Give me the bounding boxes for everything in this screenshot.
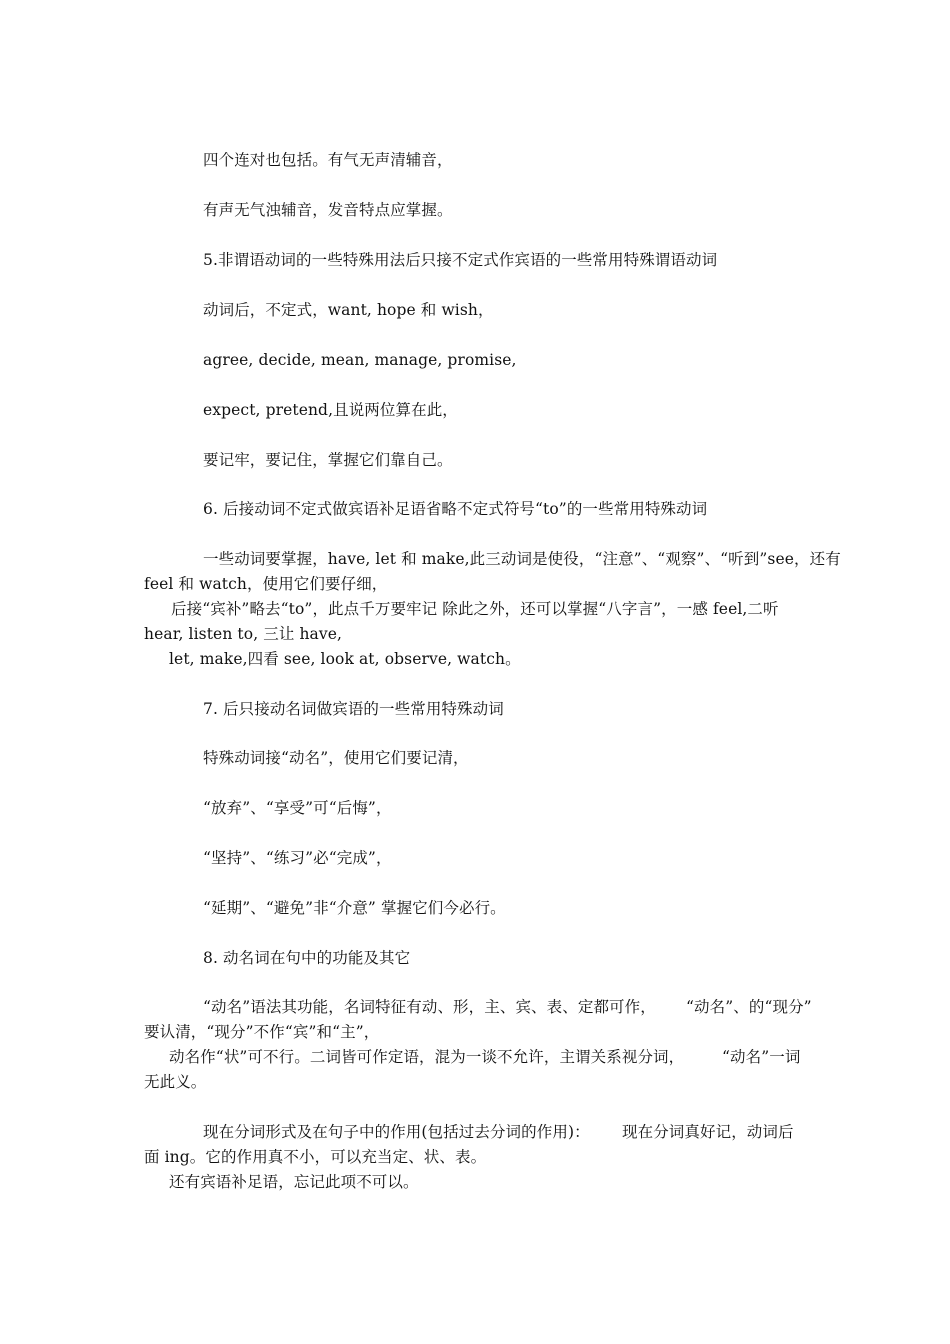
text-line: agree, decide, mean, manage, promise,	[203, 351, 517, 369]
section-heading: 7. 后只接动名词做宾语的一些常用特殊动词	[203, 700, 504, 718]
section-heading: 6. 后接动词不定式做宾语补足语省略不定式符号“to”的一些常用特殊动词	[203, 500, 708, 518]
text-line: 现在分词真好记，动词后	[622, 1123, 794, 1141]
text-line: 无此义。	[144, 1073, 207, 1091]
text-line: 后接“宾补”略去“to”，此点千万要牢记 除此之外，还可以掌握“八字言”，一感 feel,二听	[171, 600, 779, 618]
text-line: “动名”语法其功能，名词特征有动、形，主、宾、表、定都可作，	[203, 998, 656, 1016]
section-heading: 5.非谓语动词的一些特殊用法后只接不定式作宾语的一些常用特殊谓语动词	[203, 251, 718, 269]
text-line: 面 ing。它的作用真不小，可以充当定、状、表。	[144, 1148, 487, 1166]
text-line: 要记牢，要记住，掌握它们靠自己。	[203, 451, 453, 469]
text-line: expect, pretend,且说两位算在此，	[203, 401, 458, 419]
section-heading: 8. 动名词在句中的功能及其它	[203, 949, 411, 967]
text-line: 四个连对也包括。有气无声清辅音，	[203, 151, 453, 169]
text-line: let, make,四看 see, look at, observe, watch。	[169, 650, 521, 668]
text-line: “动名”一词	[722, 1048, 801, 1066]
text-line: feel 和 watch，使用它们要仔细，	[144, 575, 388, 593]
text-line: “动名”、的“现分”	[686, 998, 812, 1016]
text-line: hear, listen to, 三让 have,	[144, 625, 343, 643]
text-line: 有声无气浊辅音，发音特点应掌握。	[203, 201, 453, 219]
text-line: 动词后，不定式，want, hope 和 wish，	[203, 301, 494, 319]
text-line: 现在分词形式及在句子中的作用(包括过去分词的作用)：	[203, 1123, 590, 1141]
text-line: 特殊动词接“动名”，使用它们要记清，	[203, 749, 469, 767]
text-line: 还有宾语补足语，忘记此项不可以。	[169, 1173, 419, 1191]
text-line: “放弃”、“享受”可“后悔”，	[203, 799, 392, 817]
text-line: 要认清，“现分”不作“宾”和“主”，	[144, 1023, 380, 1041]
text-line: 一些动词要掌握，have, let 和 make,此三动词是使役，“注意”、“观察”、“听到”see，还有	[203, 550, 841, 568]
text-line: “延期”、“避免”非“介意” 掌握它们今必行。	[203, 899, 506, 917]
text-line: 动名作“状”可不行。二词皆可作定语，混为一谈不允许，主谓关系视分词，	[169, 1048, 685, 1066]
text-line: “坚持”、“练习”必“完成”，	[203, 849, 392, 867]
